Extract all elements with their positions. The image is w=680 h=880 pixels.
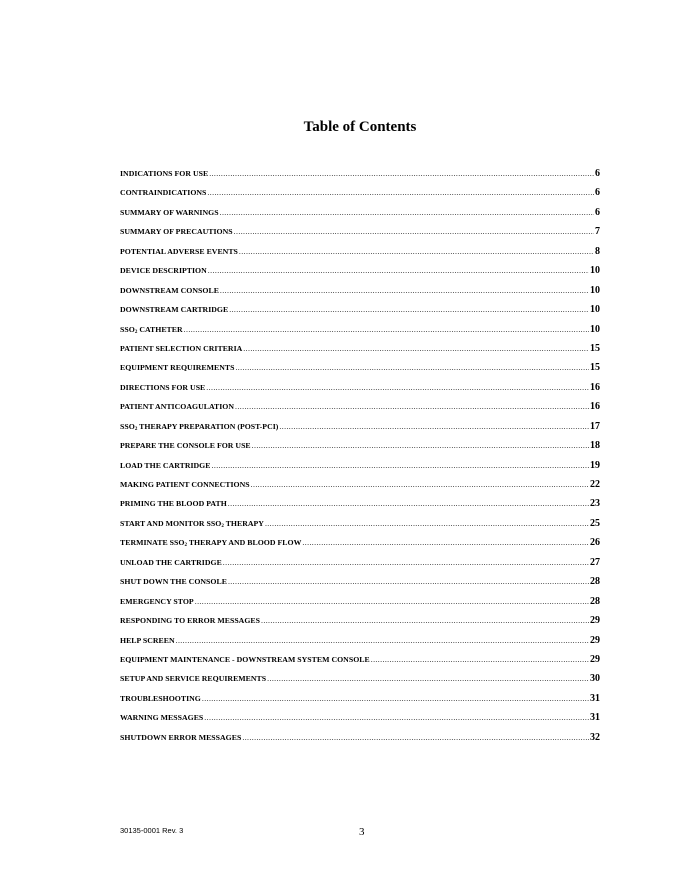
- toc-entry-label-text: SHUTDOWN ERROR MESSAGES: [120, 732, 242, 742]
- toc-entry-label: [120, 636, 175, 645]
- toc-entry-label-text: SETUP AND SERVICE REQUIREMENTS: [120, 674, 267, 684]
- toc-entry-subscript: 2: [184, 543, 187, 549]
- toc-entry-page-number: 17: [590, 420, 600, 432]
- toc-entry-label-text: WARNING MESSAGES: [120, 713, 204, 723]
- toc-entry-label-text: DOWNSTREAM CARTRIDGE: [120, 305, 229, 315]
- toc-dot-leader: [220, 286, 589, 295]
- toc-entry-page-number: 31: [590, 692, 600, 704]
- toc-entry-label-text: MAKING PATIENT CONNECTIONS: [120, 480, 250, 489]
- toc-list: [120, 168, 600, 751]
- toc-entry-page-number: 29: [590, 615, 600, 627]
- toc-entry-label: [120, 616, 260, 625]
- toc-entry-label-text: POTENTIAL ADVERSE EVENTS: [120, 246, 238, 256]
- toc-entry-label-text: TERMINATE SSO: [120, 538, 185, 548]
- toc-entry-label-text: PATIENT ANTICOAGULATION: [120, 402, 235, 412]
- toc-dot-leader: [220, 208, 594, 217]
- toc-entry-label: [120, 733, 241, 742]
- toc-entry-page-number: 16: [590, 401, 600, 413]
- toc-entry[interactable]: [120, 615, 600, 634]
- toc-dot-leader: [209, 169, 594, 178]
- toc-dot-leader: [302, 538, 589, 547]
- toc-entry[interactable]: [120, 401, 600, 420]
- toc-entry-page-number: 6: [595, 206, 600, 218]
- toc-entry-page-number: 7: [595, 226, 600, 238]
- toc-entry-page-number: 29: [590, 634, 600, 646]
- toc-entry[interactable]: [120, 265, 600, 284]
- toc-entry[interactable]: [120, 382, 600, 401]
- toc-entry-label: [120, 422, 278, 432]
- toc-entry-label-text: INDICATIONS FOR USE: [120, 169, 209, 178]
- toc-entry-label-text: SUMMARY OF PRECAUTIONS: [120, 227, 233, 237]
- toc-entry-page-number: 22: [590, 479, 600, 490]
- toc-entry-label-text: HELP SCREEN: [120, 635, 175, 645]
- toc-entry-label: [120, 169, 208, 178]
- toc-dot-leader: [206, 383, 589, 392]
- toc-entry[interactable]: [120, 226, 600, 245]
- toc-entry[interactable]: [120, 460, 600, 479]
- toc-entry[interactable]: [120, 187, 600, 206]
- toc-entry[interactable]: [120, 304, 600, 323]
- toc-entry-label-text: START AND MONITOR SSO: [120, 518, 222, 528]
- toc-entry-label: [120, 441, 251, 450]
- toc-dot-leader: [204, 713, 589, 722]
- toc-entry-label: [120, 480, 250, 489]
- toc-entry-page-number: 10: [590, 323, 600, 335]
- toc-entry-label: [120, 597, 194, 606]
- toc-entry-subscript: 2: [221, 523, 224, 529]
- toc-entry-page-number: 6: [595, 187, 600, 199]
- toc-dot-leader: [265, 519, 589, 528]
- toc-entry-label-text: UNLOAD THE CARTRIDGE: [120, 557, 222, 567]
- toc-entry-subscript: 2: [134, 426, 138, 432]
- toc-entry-page-number: 8: [595, 245, 600, 257]
- toc-entry-label-text: PRIMING THE BLOOD PATH: [120, 499, 227, 509]
- toc-entry-label: [120, 558, 222, 567]
- toc-entry-page-number: 10: [590, 284, 600, 296]
- toc-entry[interactable]: [120, 654, 600, 673]
- toc-entry[interactable]: [120, 518, 600, 537]
- toc-entry-page-number: 16: [590, 381, 600, 393]
- toc-entry-label: [120, 499, 227, 508]
- toc-entry-label: [120, 208, 219, 217]
- toc-entry[interactable]: [120, 479, 600, 498]
- toc-entry-label: [120, 402, 234, 411]
- toc-entry-page-number: 6: [595, 168, 600, 179]
- toc-entry-label: [120, 305, 228, 314]
- toc-entry[interactable]: [120, 362, 600, 381]
- toc-dot-leader: [235, 402, 589, 411]
- toc-entry-page-number: 28: [590, 595, 600, 607]
- toc-entry-label: [120, 344, 242, 353]
- toc-entry-page-number: 28: [590, 576, 600, 588]
- toc-dot-leader: [251, 480, 589, 489]
- toc-entry[interactable]: [120, 732, 600, 751]
- toc-entry-label: [120, 577, 227, 586]
- toc-entry-page-number: 30: [590, 673, 600, 685]
- toc-entry-label: [120, 227, 233, 236]
- toc-entry-subscript: 2: [134, 329, 138, 335]
- toc-dot-leader: [234, 227, 594, 236]
- toc-entry-label: [120, 286, 219, 295]
- toc-entry-label-text: SHUT DOWN THE CONSOLE: [120, 577, 227, 587]
- toc-entry-label-text-after: THERAPY: [223, 518, 264, 528]
- toc-dot-leader: [252, 441, 589, 450]
- toc-entry[interactable]: [120, 324, 600, 343]
- toc-entry-label-text: RESPONDING TO ERROR MESSAGES: [120, 616, 260, 626]
- toc-dot-leader: [243, 344, 589, 353]
- toc-entry-label: [120, 325, 183, 335]
- toc-dot-leader: [371, 655, 589, 664]
- toc-entry[interactable]: [120, 246, 600, 265]
- toc-entry-label-text: SUMMARY OF WARNINGS: [120, 207, 219, 217]
- toc-entry[interactable]: [120, 537, 600, 556]
- toc-dot-leader: [228, 499, 589, 508]
- toc-entry-page-number: 15: [590, 362, 600, 374]
- toc-entry[interactable]: [120, 596, 600, 615]
- toc-entry-page-number: 15: [590, 342, 600, 354]
- toc-entry-label: [120, 655, 370, 664]
- toc-entry-label-text: TROUBLESHOOTING: [120, 693, 201, 703]
- toc-entry[interactable]: [120, 343, 600, 362]
- toc-entry[interactable]: [120, 285, 600, 304]
- toc-entry-label-text: CONTRAINDICATIONS: [120, 188, 207, 198]
- toc-entry[interactable]: [120, 557, 600, 576]
- toc-entry-label-text: EQUIPMENT REQUIREMENTS: [120, 363, 235, 373]
- toc-entry-label-text-after: CATHETER: [137, 324, 183, 334]
- toc-dot-leader: [223, 558, 589, 567]
- toc-dot-leader: [207, 188, 594, 197]
- toc-entry-page-number: 29: [590, 653, 600, 665]
- toc-entry[interactable]: [120, 168, 600, 187]
- toc-entry-label-text: PATIENT SELECTION CRITERIA: [120, 343, 243, 353]
- toc-entry-label: [120, 674, 266, 683]
- toc-dot-leader: [279, 422, 589, 431]
- toc-entry[interactable]: [120, 421, 600, 440]
- toc-entry-label: [120, 188, 206, 197]
- toc-entry-label-text: DOWNSTREAM CONSOLE: [120, 285, 219, 295]
- toc-dot-leader: [261, 616, 589, 625]
- toc-dot-leader: [208, 266, 589, 275]
- toc-entry-label-text: SSO: [120, 324, 135, 334]
- toc-entry-page-number: 19: [590, 459, 600, 471]
- toc-dot-leader: [176, 636, 589, 645]
- toc-entry-label-text: DIRECTIONS FOR USE: [120, 382, 206, 392]
- toc-entry-label: [120, 266, 207, 275]
- toc-entry-label-text: SSO: [120, 421, 135, 431]
- toc-dot-leader: [195, 597, 589, 606]
- toc-entry-page-number: 31: [590, 712, 600, 724]
- toc-dot-leader: [242, 733, 589, 742]
- toc-entry-label: [120, 363, 234, 372]
- toc-entry-label: [120, 713, 203, 722]
- toc-entry-page-number: 25: [590, 517, 600, 529]
- toc-dot-leader: [202, 694, 589, 703]
- toc-entry-page-number: 10: [590, 304, 600, 316]
- toc-entry[interactable]: [120, 207, 600, 226]
- toc-dot-leader: [184, 325, 589, 334]
- toc-entry-label-text-after: THERAPY AND BLOOD FLOW: [187, 538, 302, 548]
- toc-entry-label-text: EQUIPMENT MAINTENANCE - DOWNSTREAM SYSTEM CONSOLE: [120, 654, 370, 664]
- toc-dot-leader: [235, 363, 589, 372]
- toc-entry-page-number: 23: [590, 498, 600, 510]
- toc-entry-label: [120, 383, 205, 392]
- toc-entry-label: [120, 694, 201, 703]
- toc-entry-page-number: 18: [590, 440, 600, 452]
- toc-entry-page-number: 27: [590, 556, 600, 568]
- toc-entry-page-number: 10: [590, 265, 600, 277]
- toc-entry[interactable]: [120, 498, 600, 517]
- toc-dot-leader: [239, 247, 594, 256]
- toc-entry[interactable]: [120, 576, 600, 595]
- toc-entry[interactable]: [120, 712, 600, 731]
- toc-dot-leader: [228, 577, 589, 586]
- footer-doc-number: 30135-0001 Rev. 3: [120, 826, 184, 835]
- toc-dot-leader: [267, 674, 589, 683]
- toc-entry-label-text: LOAD THE CARTRIDGE: [120, 460, 211, 470]
- toc-dot-leader: [229, 305, 589, 314]
- toc-entry-label: [120, 519, 264, 529]
- toc-entry-label-text: EMERGENCY STOP: [120, 596, 194, 606]
- footer-page-number: 3: [359, 826, 365, 838]
- toc-entry[interactable]: [120, 440, 600, 459]
- page-title: Table of Contents: [303, 119, 417, 135]
- toc-entry[interactable]: [120, 693, 600, 712]
- toc-entry-page-number: 32: [590, 731, 600, 743]
- toc-entry-label: [120, 247, 238, 256]
- toc-entry-page-number: 26: [590, 537, 600, 549]
- toc-dot-leader: [212, 461, 590, 470]
- toc-entry-label: [120, 461, 211, 470]
- toc-entry-label-text-after: THERAPY PREPARATION (POST-PCI): [137, 421, 279, 431]
- toc-entry[interactable]: [120, 673, 600, 692]
- toc-entry[interactable]: [120, 635, 600, 654]
- toc-entry-label-text: DEVICE DESCRIPTION: [120, 266, 207, 276]
- toc-entry-label-text: PREPARE THE CONSOLE FOR USE: [120, 441, 251, 451]
- toc-entry-label: [120, 538, 301, 548]
